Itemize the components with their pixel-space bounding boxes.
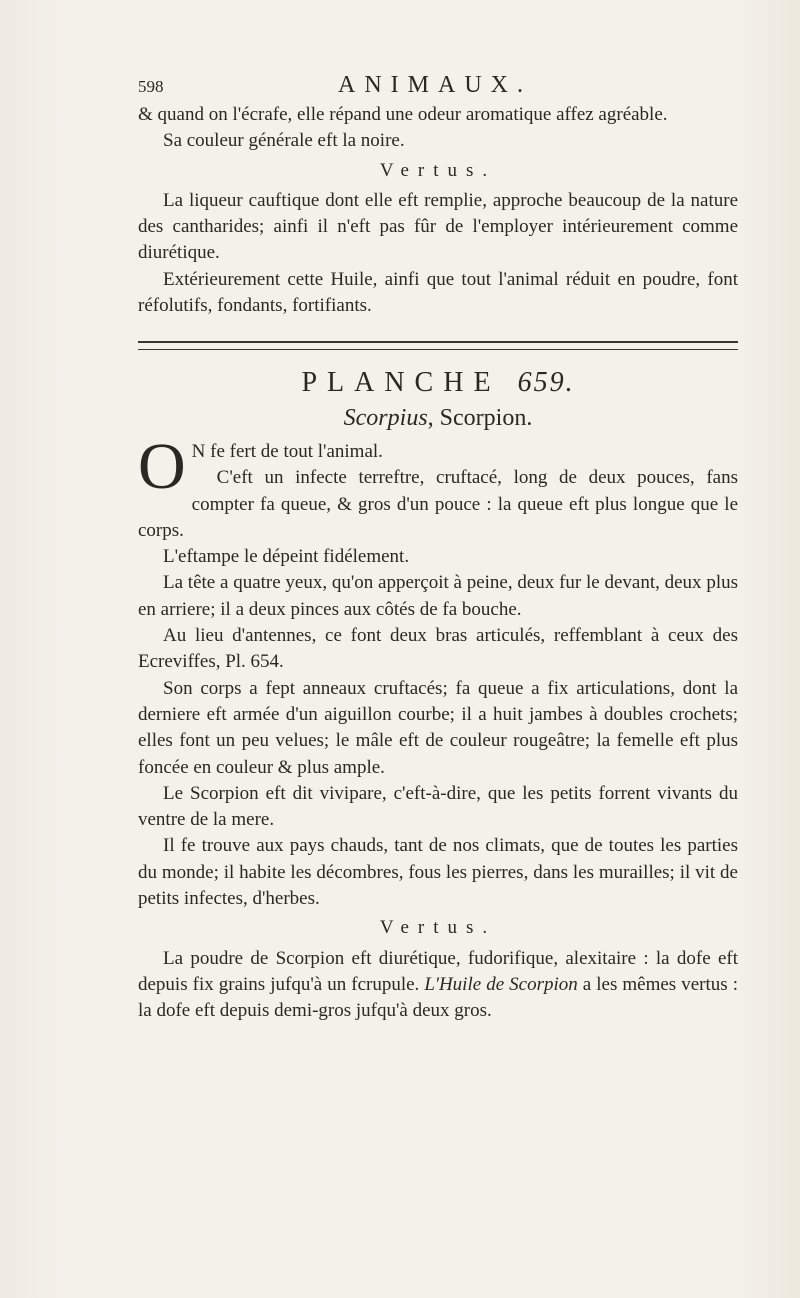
final-text-2: a les mêmes vertus : la dofe eft depuis demi-gros jufqu'à deux gros. xyxy=(138,973,738,1022)
french-name: Scorpion. xyxy=(439,404,533,431)
running-title: ANIMAUX. xyxy=(338,72,532,98)
vertus-heading-1: Vertus. xyxy=(379,159,497,181)
main-paragraph-1: C'eft un infecte terreftre, cruftacé, long de deux pouces, fans compter fa queue, & gros d'un pouce : la queue eft plus longue que le corps. xyxy=(138,467,738,541)
page-number: 598 xyxy=(138,77,164,96)
planche-heading xyxy=(138,367,738,399)
final-paragraph xyxy=(138,946,738,1025)
opening-text: N fe fert de tout l'animal. xyxy=(191,440,383,462)
opening-paragraph xyxy=(138,429,738,503)
latin-name: Scorpius xyxy=(343,404,428,431)
title-separator: , xyxy=(427,404,440,431)
page-header xyxy=(138,72,738,102)
drop-cap: O xyxy=(138,429,186,503)
main-paragraph-6: Le Scorpion eft dit vivipare, c'eft-à-dire, que les petits forrent vivants du ventre de la mere. xyxy=(138,782,738,831)
vertus-paragraph-2: Extérieurement cette Huile, ainfi que tout l'animal réduit en poudre, font réfolutifs, fondants, fortifiants. xyxy=(138,268,738,317)
planche-label: PLANCHE xyxy=(301,367,501,399)
section-rule xyxy=(138,341,738,350)
main-paragraph-4: Au lieu d'antennes, ce font deux bras articulés, reffemblant à ceux des Ecreviffes, Pl. 654. xyxy=(138,625,738,673)
vertus-paragraph-1: La liqueur cauftique dont elle eft remplie, approche beaucoup de la nature des cantharides; ainfi il n'eft pas fûr de l'employer intérieurement comme diurétique. xyxy=(138,189,738,264)
text-block xyxy=(138,72,738,1025)
species-title xyxy=(138,405,738,431)
intro-paragraph-1: & quand on l'écrafe, elle répand une odeur aromatique affez agréable. xyxy=(138,104,668,125)
main-paragraph-7: Il fe trouve aux pays chauds, tant de nos climats, que de toutes les parties du monde; il habite les décombres, fous les pierres, dans les murailles; il vit de petits infectes, d'herbes. xyxy=(138,835,738,910)
main-paragraph-2: L'eftampe le dépeint fidélement. xyxy=(163,546,410,568)
main-paragraph-5: Son corps a fept anneaux cruftacés; fa queue a fix articulations, dont la derniere eft armée d'un aiguillon courbe; il a huit jambes à doubles crochets; elles font un peu velues; le mâle eft de couleur rougeâtre; la femelle eft plus foncée en couleur & plus ample. xyxy=(138,677,738,778)
final-italic: L'Huile de Scorpion xyxy=(424,973,578,995)
main-paragraph-3: La tête a quatre yeux, qu'on apperçoit à peine, deux fur le devant, deux plus en arriere; il a deux pinces aux côtés de fa bouche. xyxy=(138,572,738,620)
intro-paragraph-2: Sa couleur générale eft la noire. xyxy=(163,130,405,152)
final-text-1: La poudre de Scorpion eft diurétique, fudorifique, alexitaire : la dofe eft depuis fix grains jufqu'à un fcrupule. xyxy=(138,947,738,995)
planche-number: 659. xyxy=(517,367,575,399)
vertus-heading-2: Vertus. xyxy=(379,917,497,939)
